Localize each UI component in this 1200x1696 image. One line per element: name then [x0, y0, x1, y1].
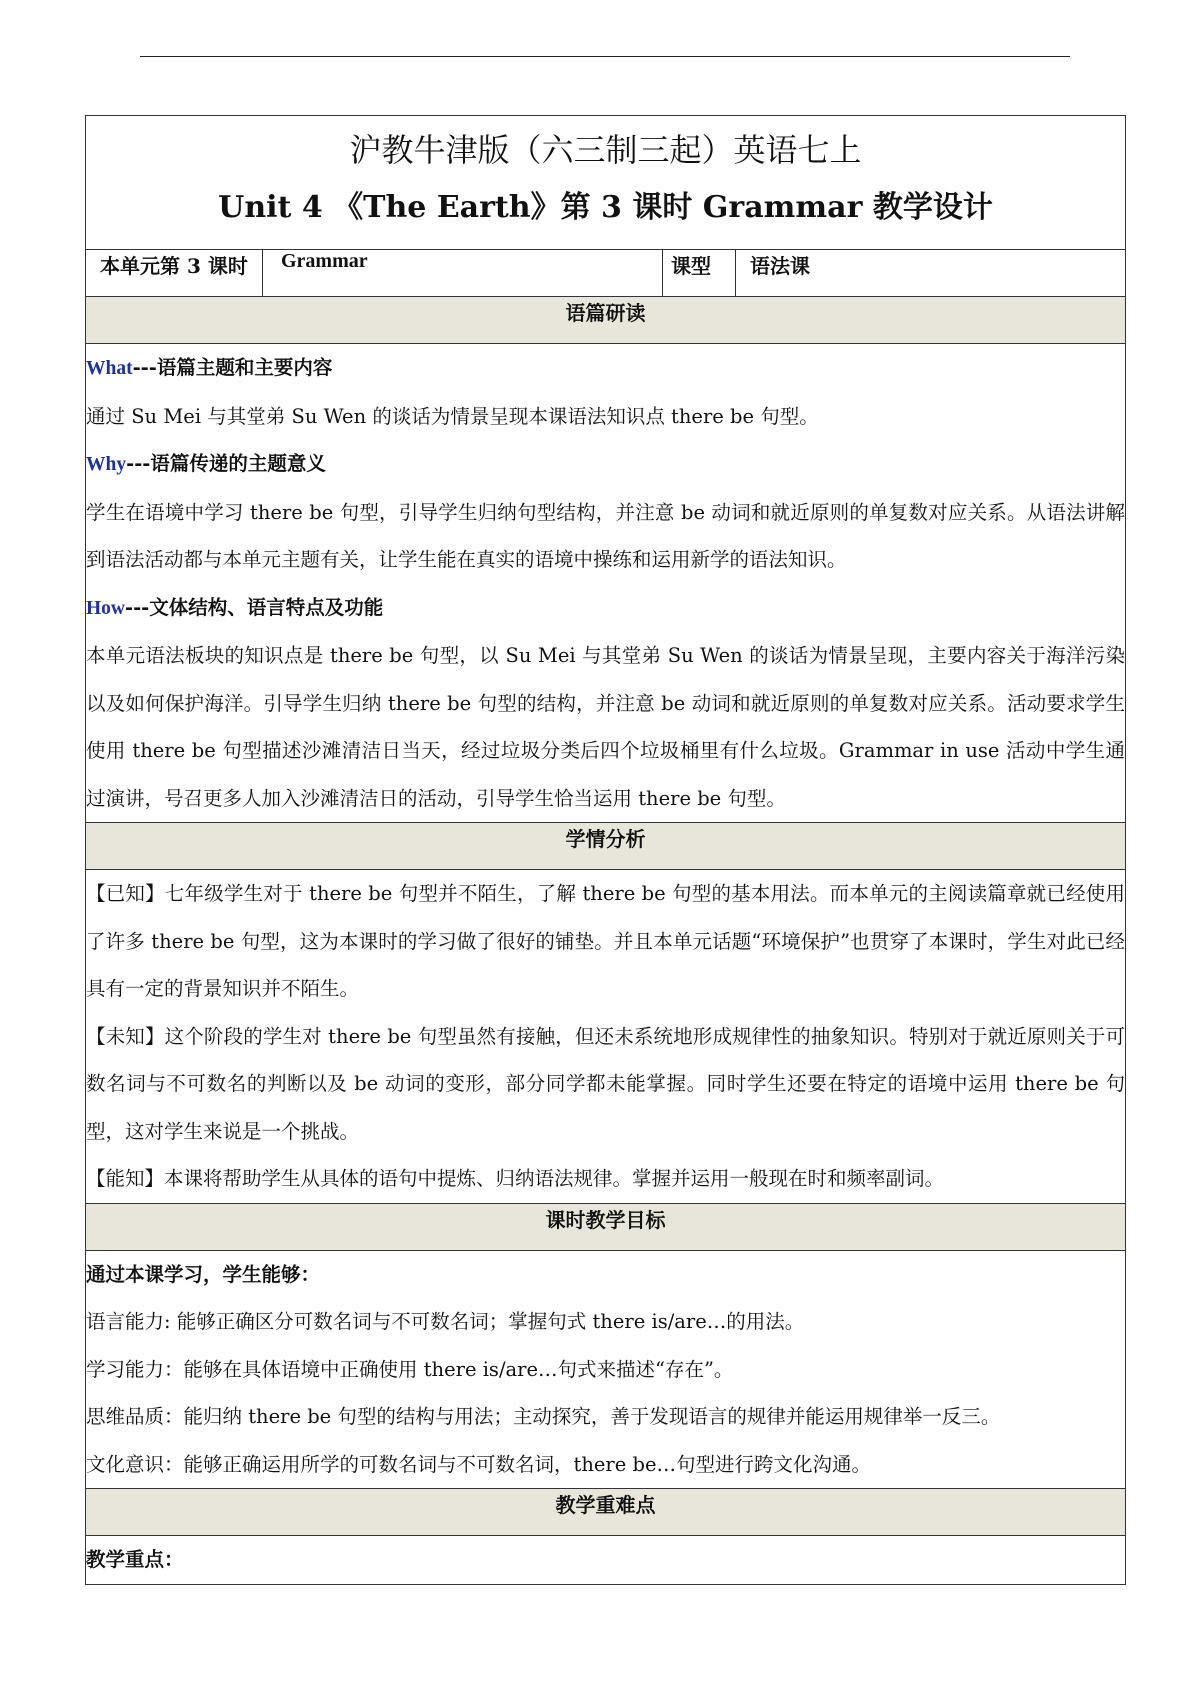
what-body: 通过 Su Mei 与其堂弟 Su Wen 的谈话为情景呈现本课语法知识点 there be 句型。: [86, 404, 819, 428]
lesson-info-row: [86, 250, 1126, 297]
key-points-content: [86, 1536, 1126, 1585]
objective-item: 语言能力: 能够正确区分可数名词与不可数名词；掌握句式 there is/are…的用法。: [86, 1310, 805, 1333]
unknown-paragraph: 【未知】这个阶段的学生对 there be 句型虽然有接触，但还未系统地形成规律性的抽象知识。特别对于就近原则关于可数名词与不可数名的判断以及 be 动词的变形，部分同学都未能掌握。同时学生还要在特定的语境中运用 there be 句型，这对学生来说是一个挑战。: [86, 1024, 1125, 1143]
document-subtitle: Unit 4 《The Earth》第 3 课时 Grammar 教学设计: [218, 190, 993, 225]
able-paragraph: 【能知】本课将帮助学生从具体的语句中提炼、归纳语法规律。掌握并运用一般现在时和频率副词。: [86, 1167, 945, 1190]
section-heading-key-points: [86, 1489, 1126, 1536]
header-rule: [140, 56, 1070, 57]
why-body: 学生在语境中学习 there be 句型，引导学生归纳句型结构，并注意 be 动词和就近原则的单复数对应关系。从语法讲解到语法活动都与本单元主题有关，让学生能在真实的语境中操练和运用新学的语法知识。: [86, 500, 1125, 571]
objective-item: 学习能力：能够在具体语境中正确使用 there is/are…句式来描述“存在”。: [86, 1357, 734, 1381]
section-heading: 语篇研读: [86, 297, 1126, 344]
type-label: 课型: [663, 250, 736, 297]
title-row: [86, 116, 1126, 250]
learner-analysis-content: [86, 870, 1126, 1204]
objectives-intro: 通过本课学习，学生能够：: [86, 1262, 321, 1286]
how-body: 本单元语法板块的知识点是 there be 句型，以 Su Mei 与其堂弟 Su Wen 的谈话为情景呈现，主要内容关于海洋污染以及如何保护海洋。引导学生归纳 there be 句型的结构，并注意 be 动词和就近原则的单复数对应关系。活动要求学生使用 there be 句型描述沙滩清洁日当天，经过垃圾分类后四个垃圾桶里有什么垃圾。Grammar in use 活动中学生通过演讲，号召更多人加入沙滩清洁日的活动，引导学生恰当运用 there be 句型。: [86, 644, 1125, 810]
why-heading: Why---语篇传递的主题意义: [86, 452, 326, 475]
section-heading-objectives: [86, 1203, 1126, 1250]
section-heading: 学情分析: [86, 823, 1126, 870]
document-title: 沪教牛津版（六三制三起）英语七上: [349, 131, 862, 169]
section-heading: 教学重难点: [86, 1489, 1126, 1536]
objectives-content: [86, 1250, 1126, 1489]
lesson-label: 本单元第 3 课时: [86, 250, 263, 297]
what-heading: What---语篇主题和主要内容: [86, 356, 333, 379]
lesson-value: Grammar: [263, 250, 663, 297]
known-paragraph: 【已知】七年级学生对于 there be 句型并不陌生，了解 there be 句型的基本用法。而本单元的主阅读篇章就已经使用了许多 there be 句型，这为本课时的学习做了很好的铺垫。并且本单元话题“环境保护”也贯穿了本课时，学生对此已经具有一定的背景知识并不陌生。: [86, 882, 1125, 1000]
type-value: 语法课: [736, 250, 1126, 297]
title-cell: [86, 116, 1126, 250]
section-heading-text-study: [86, 297, 1126, 344]
section-heading-learner-analysis: [86, 823, 1126, 870]
how-heading: How---文体结构、语言特点及功能: [86, 595, 384, 619]
section-heading: 课时教学目标: [86, 1203, 1126, 1250]
objective-item: 文化意识：能够正确运用所学的可数名词与不可数名词，there be…句型进行跨文化沟通。: [86, 1452, 872, 1476]
focus-label: 教学重点：: [86, 1548, 184, 1571]
text-study-content: [86, 344, 1126, 823]
objective-item: 思维品质：能归纳 there be 句型的结构与用法；主动探究，善于发现语言的规律并能运用规律举一反三。: [86, 1405, 1001, 1428]
lesson-plan-table: [85, 115, 1126, 1585]
